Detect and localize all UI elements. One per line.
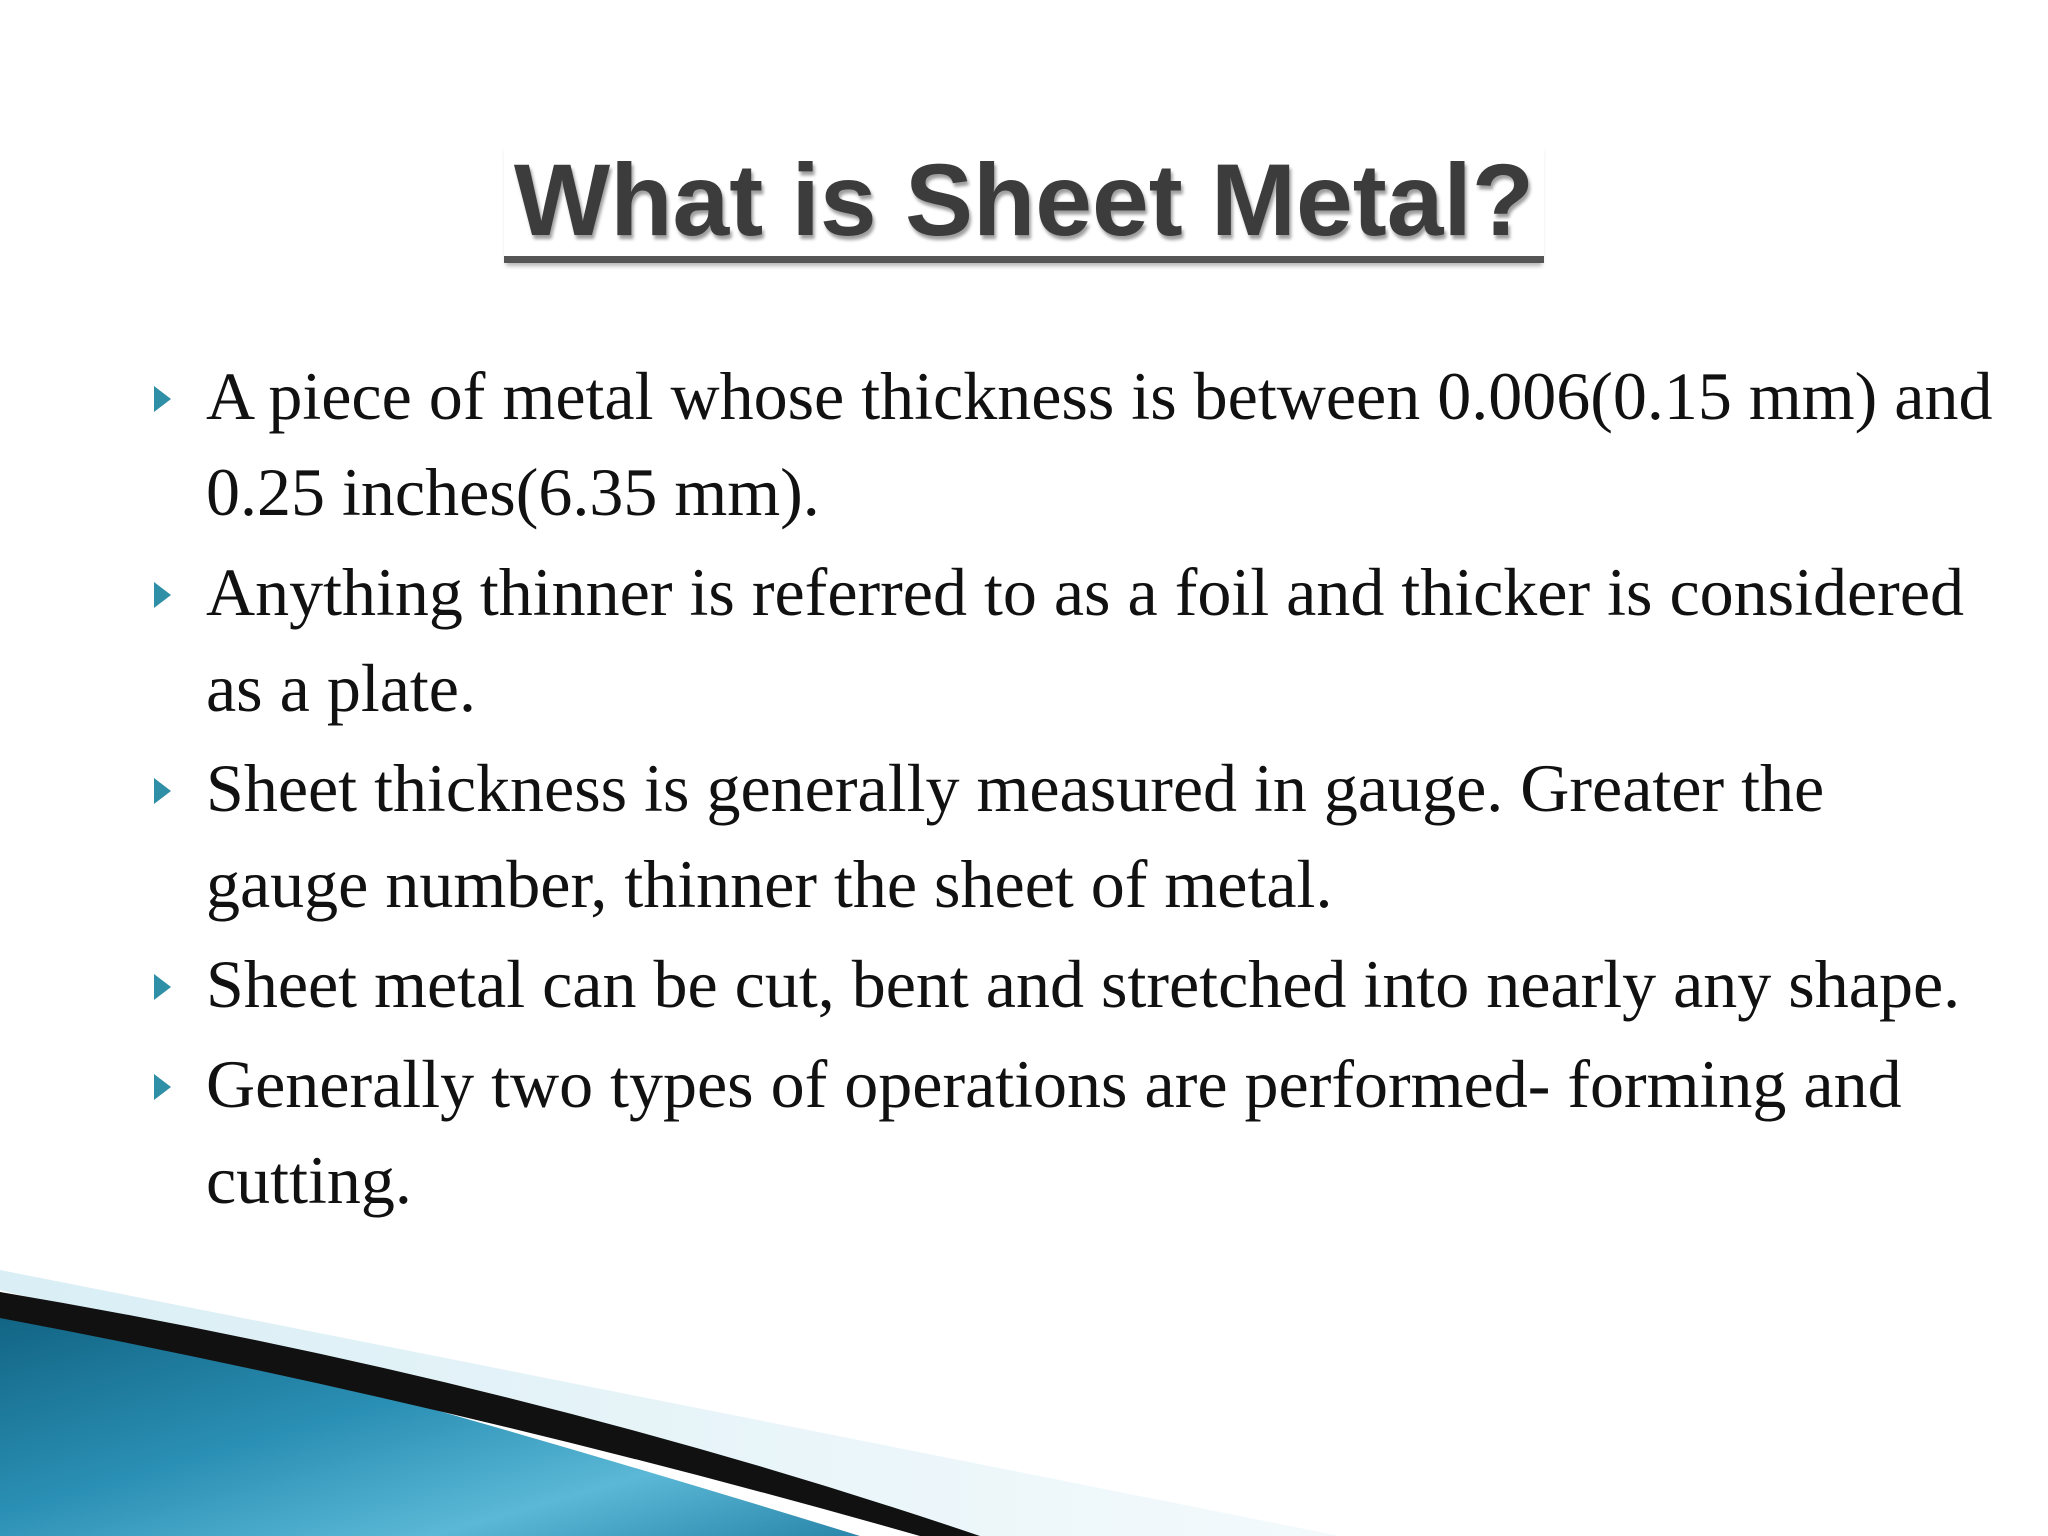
slide-title [0, 140, 2048, 263]
bullet-text: Sheet thickness is generally measured in gauge. Greater the gauge number, thinner the sheet of metal. [206, 750, 1825, 922]
bullet-item [140, 740, 2000, 932]
triangle-bullet-icon [154, 778, 171, 804]
triangle-bullet-icon [154, 1074, 171, 1100]
bullet-item [140, 348, 2000, 540]
bullet-item [140, 936, 2000, 1032]
bullet-text: A piece of metal whose thickness is between 0.006(0.15 mm) and 0.25 inches(6.35 mm). [206, 358, 1993, 530]
corner-swoosh-dark [0, 1292, 980, 1536]
triangle-bullet-icon [154, 386, 171, 412]
bullet-item [140, 1036, 2000, 1228]
triangle-bullet-icon [154, 974, 171, 1000]
corner-swoosh-light [0, 1270, 1340, 1536]
bullet-text: Sheet metal can be cut, bent and stretched into nearly any shape. [206, 946, 1961, 1022]
triangle-bullet-icon [154, 582, 171, 608]
bullet-list [140, 348, 2000, 1232]
slide-title-text: What is Sheet Metal? [504, 144, 1544, 263]
corner-swoosh-blue [0, 1292, 860, 1536]
bullet-text: Generally two types of operations are performed- forming and cutting. [206, 1046, 1902, 1218]
bullet-text: Anything thinner is referred to as a foil and thicker is considered as a plate. [206, 554, 1965, 726]
bullet-item [140, 544, 2000, 736]
